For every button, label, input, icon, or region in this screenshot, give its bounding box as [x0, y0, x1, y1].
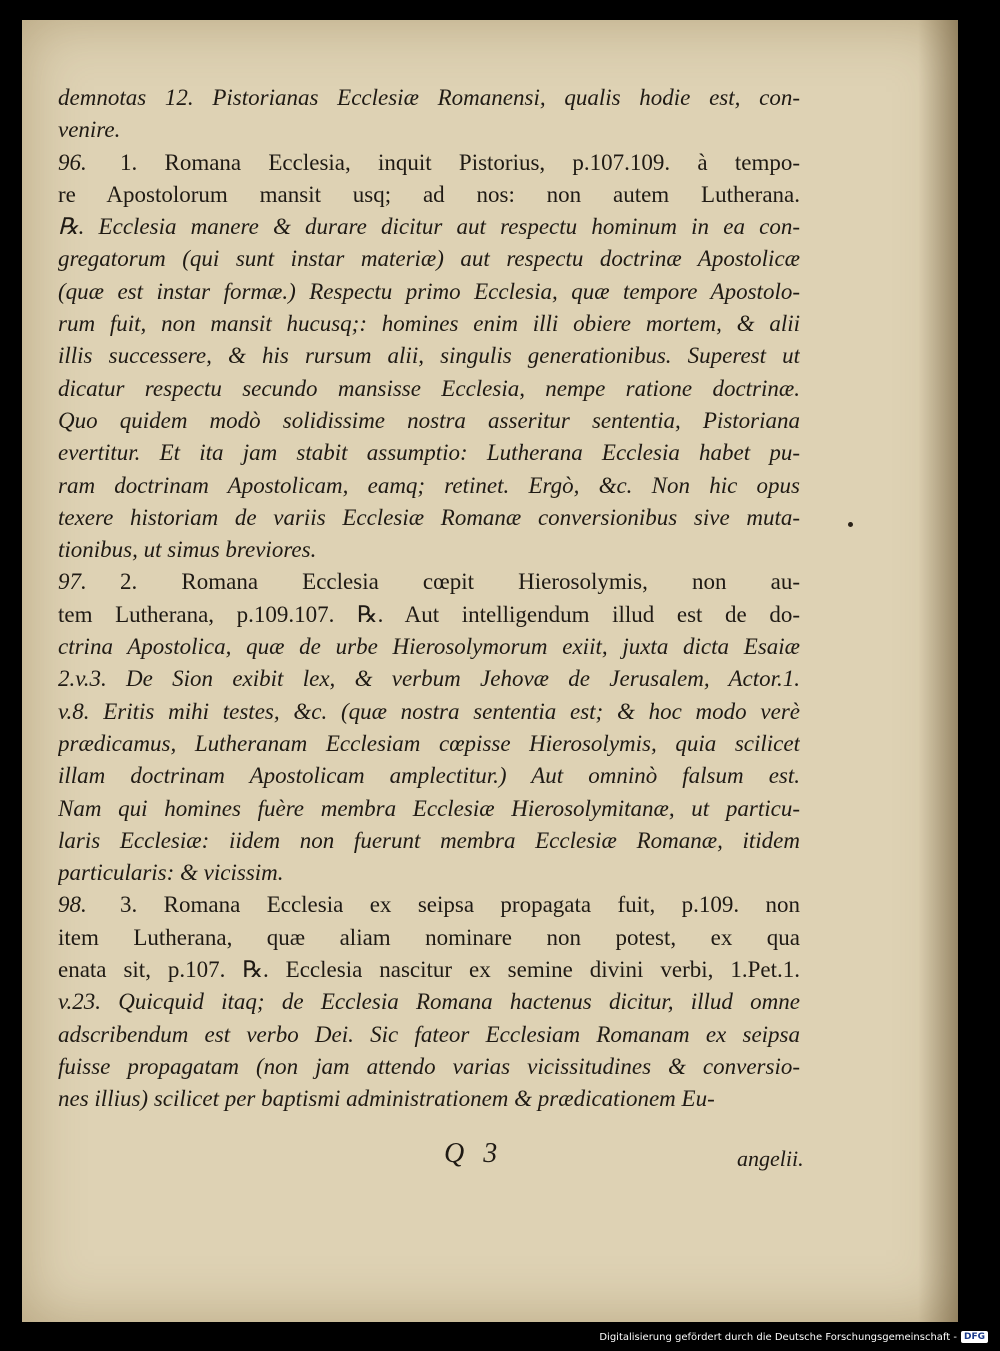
text-line: [58, 114, 800, 146]
text-line: [58, 243, 800, 275]
text-line: [58, 1051, 800, 1083]
text-line: [58, 986, 800, 1018]
text-line: [58, 405, 800, 437]
text-line: [58, 663, 800, 695]
text-line: [58, 566, 800, 598]
catchword: angelii.: [737, 1146, 804, 1171]
line-text: illis successere, & his rursum alii, singulis generationibus. Superest ut: [58, 343, 800, 369]
line-text: gregatorum (qui sunt instar materiæ) aut respectu doctrinæ Apostolicæ: [58, 246, 800, 272]
line-text: texere historiam de variis Ecclesiæ Romanæ conversionibus sive muta-: [58, 504, 800, 530]
line-text: rum fuit, non mansit hucusq;: homines enim illi obiere mortem, & alii: [58, 311, 800, 337]
text-line: [58, 502, 800, 534]
section-number: 98.: [58, 892, 87, 918]
text-line: [58, 82, 800, 114]
ink-spot: [848, 522, 853, 527]
line-text: tionibus, ut simus breviores.: [58, 537, 317, 563]
text-line: [58, 470, 800, 502]
line-text: item Lutherana, quæ aliam nominare non potest, ex qua: [58, 924, 800, 950]
text-line: [58, 373, 800, 405]
text-line: [58, 437, 800, 469]
text-line: [58, 1083, 800, 1115]
section-number: 96.: [58, 149, 87, 175]
line-text: 2. Romana Ecclesia cœpit Hierosolymis, non au-: [120, 569, 800, 595]
line-text: 2.v.3. De Sion exibit lex, & verbum Jehovæ de Jerusalem, Actor.1.: [58, 666, 800, 692]
line-text: v.8. Eritis mihi testes, &c. (quæ nostra sententia est; & hoc modo verè: [58, 698, 800, 724]
line-text: fuisse propagatam (non jam attendo varias vicissitudines & conversio-: [58, 1053, 800, 1079]
line-text: re Apostolorum mansit usq; ad nos: non autem Lutherana.: [58, 181, 800, 207]
dfg-logo-icon: DFG: [961, 1331, 988, 1343]
text-line: [58, 922, 800, 954]
text-line: [58, 793, 800, 825]
text-line: [58, 1019, 800, 1051]
text-line: [58, 889, 800, 921]
section-number: 97.: [58, 569, 87, 595]
line-text: particularis: & vicissim.: [58, 860, 284, 886]
text-line: [58, 954, 800, 986]
line-text: nes illius) scilicet per baptismi administrationem & prædicationem Eu-: [58, 1086, 715, 1112]
line-text: ctrina Apostolica, quæ de urbe Hierosolymorum exiit, juxta dicta Esaiæ: [58, 634, 800, 660]
line-text: 3. Romana Ecclesia ex seipsa propagata fuit, p.109. non: [120, 892, 800, 918]
line-text: adscribendum est verbo Dei. Sic fateor Ecclesiam Romanam ex seipsa: [58, 1021, 800, 1047]
line-text: ram doctrinam Apostolicam, eamq; retinet. Ergò, &c. Non hic opus: [58, 472, 800, 498]
footer: [599, 1331, 988, 1343]
text-line: [58, 534, 800, 566]
page-text: [58, 82, 800, 1116]
line-text: demnotas 12. Pistorianas Ecclesiæ Romanensi, qualis hodie est, con-: [58, 85, 800, 110]
line-text: prædicamus, Lutheranam Ecclesiam cœpisse Hierosolymis, quia scilicet: [58, 730, 800, 756]
text-line: [58, 760, 800, 792]
line-text: tem Lutherana, p.109.107. ℞. Aut intelligendum illud est de do-: [58, 601, 800, 627]
line-text: illam doctrinam Apostolicam amplectitur.) Aut omninò falsum est.: [58, 763, 800, 789]
line-text: venire.: [58, 117, 121, 143]
line-text: 1. Romana Ecclesia, inquit Pistorius, p.107.109. à tempo-: [120, 149, 800, 175]
line-text: (quæ est instar formæ.) Respectu primo Ecclesia, quæ tempore Apostolo-: [58, 278, 800, 304]
text-line: [58, 179, 800, 211]
line-text: dicatur respectu secundo mansisse Ecclesia, nempe ratione doctrinæ.: [58, 375, 800, 401]
line-text: ℞. Ecclesia manere & durare dicitur aut respectu hominum in ea con-: [58, 214, 800, 240]
text-line: [58, 728, 800, 760]
line-text: v.23. Quicquid itaq; de Ecclesia Romana hactenus dicitur, illud omne: [58, 989, 800, 1015]
line-text: enata sit, p.107. ℞. Ecclesia nascitur ex semine divini verbi, 1.Pet.1.: [58, 957, 800, 983]
line-text: laris Ecclesiæ: iidem non fuerunt membra Ecclesiæ Romanæ, itidem: [58, 827, 800, 853]
text-line: [58, 825, 800, 857]
text-line: [58, 696, 800, 728]
text-line: [58, 599, 800, 631]
text-line: [58, 147, 800, 179]
text-line: [58, 276, 800, 308]
text-line: [58, 857, 800, 889]
footer-text: Digitalisierung gefördert durch die Deutsche Forschungsgemeinschaft -: [599, 1331, 957, 1343]
text-line: [58, 631, 800, 663]
text-line: [58, 308, 800, 340]
text-line: [58, 340, 800, 372]
line-text: evertitur. Et ita jam stabit assumptio: Lutherana Ecclesia habet pu-: [58, 440, 800, 466]
text-line: [58, 211, 800, 243]
line-text: Quo quidem modò solidissime nostra asseritur sententia, Pistoriana: [58, 407, 800, 433]
line-text: Nam qui homines fuère membra Ecclesiæ Hierosolymitanæ, ut particu-: [58, 795, 800, 821]
book-page: [22, 20, 958, 1322]
signature-mark: Q 3: [444, 1138, 504, 1169]
